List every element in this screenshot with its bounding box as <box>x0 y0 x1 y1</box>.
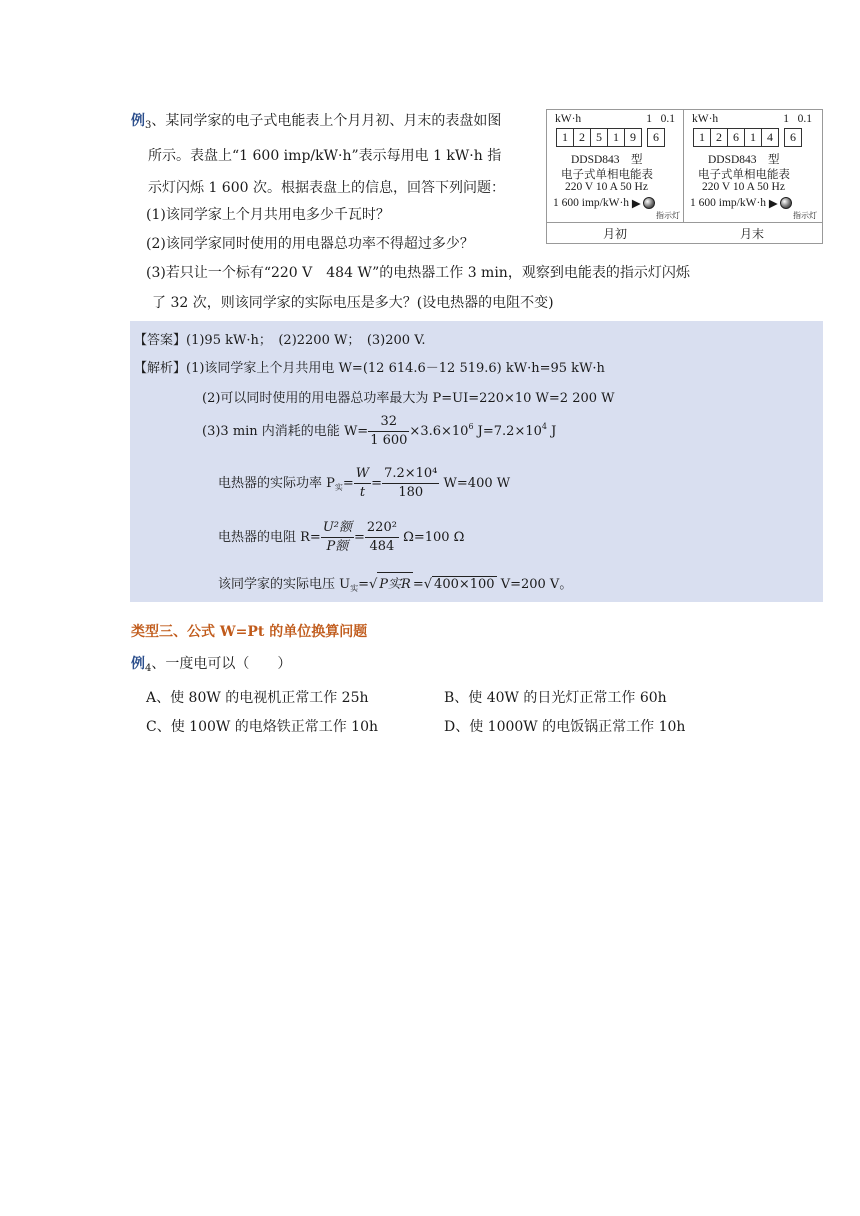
digit: 2 <box>710 128 728 147</box>
sqrt: 400×100 <box>434 577 495 592</box>
option-a: A、使 80W 的电视机正常工作 25h <box>146 690 369 706</box>
digit-decimal: 6 <box>647 128 665 147</box>
sqrt: P实R <box>377 572 413 592</box>
analysis-line-4: 电热器的实际功率 $P_实=$ $\frac{W}{t}$ = $\frac{\text{7.2×10⁴}}{180}$ W=400 W <box>218 466 511 500</box>
example-3-text-1: 、某同学家的电子式电能表上个月月初、月末的表盘如图 <box>151 113 502 129</box>
indicator-lamp-icon <box>780 197 792 209</box>
meter-unit: kW·h <box>555 113 582 125</box>
question-1: (1)该同学家上个月共用电多少千瓦时？ <box>146 207 390 223</box>
meter-model: DDSD843 型 <box>571 154 643 166</box>
fraction: $\frac{32}{1 600}$ <box>370 414 408 448</box>
caption-start: 月初 <box>602 227 627 241</box>
analysis-line-3: (3)3 min 内消耗的电能 W= $\frac{32}{1 600}$ $\times 3.6\times 10^6$ $J=7.2\times 10^4$ J <box>202 414 557 448</box>
meter-lamp-label: 指示灯 <box>793 211 817 220</box>
digit: 2 <box>573 128 591 147</box>
fraction: $\frac{\text{220²}}{484}$ <box>366 520 397 554</box>
option-d: D、使 1000W 的电饭锅正常工作 10h <box>444 719 686 735</box>
analysis-line-1 <box>134 357 605 376</box>
digit: 1 <box>556 128 574 147</box>
question-2: (2)该同学家同时使用的用电器总功率不得超过多少？ <box>146 236 474 252</box>
option-b: B、使 40W 的日光灯正常工作 60h <box>444 690 667 706</box>
meter-scale: 1 0.1 <box>646 113 675 125</box>
example-label: 例 <box>131 113 145 129</box>
digit-decimal: 6 <box>784 128 802 147</box>
example-3-line-3: 示灯闪烁 1 600 次。根据表盘上的信息，回答下列问题： <box>148 180 505 196</box>
meter-imp: 1 600 imp/kW·h ▶ <box>553 196 655 210</box>
section-3-title: 类型三、公式 W=Pt 的单位换算问题 <box>131 624 368 640</box>
meter-unit: kW·h <box>692 113 719 125</box>
example-3-line-1 <box>131 110 501 131</box>
meter-rating: 220 V 10 A 50 Hz <box>565 181 648 193</box>
analysis-label: 【解析】 <box>134 361 187 376</box>
digit: 1 <box>693 128 711 147</box>
caption-end: 月末 <box>739 227 764 241</box>
fraction: $\frac{\text{U²额}}{\text{P额}}$ <box>322 520 352 554</box>
example-number: 4 <box>145 663 152 674</box>
example-label: 例 <box>131 656 145 672</box>
meter-digits <box>693 128 801 147</box>
meter-imp: 1 600 imp/kW·h ▶ <box>690 196 792 210</box>
fraction: $\frac{\text{7.2×10⁴}}{180}$ <box>384 466 438 500</box>
meter-model: DDSD843 型 <box>708 154 780 166</box>
question-3-line-2: 了 32 次，则该同学家的实际电压是多大？(设电热器的电阻不变) <box>152 295 554 311</box>
example-4-text: 、一度电可以（ ） <box>151 656 292 672</box>
analysis-line-2: (2)可以同时使用的用电器总功率最大为 P=UI=220×10 W=2 200 W <box>202 391 615 406</box>
meter-digits <box>556 128 664 147</box>
meter-lamp-label: 指示灯 <box>656 211 680 220</box>
answer-line <box>134 329 425 348</box>
play-icon: ▶ <box>631 198 641 210</box>
example-number: 3 <box>145 120 152 131</box>
play-icon: ▶ <box>768 198 778 210</box>
meter-scale: 1 0.1 <box>783 113 812 125</box>
meter-name: 电子式单相电能表 <box>561 169 653 181</box>
meter-figure <box>546 109 823 244</box>
digit: 5 <box>590 128 608 147</box>
meter-rating: 220 V 10 A 50 Hz <box>702 181 785 193</box>
indicator-lamp-icon <box>643 197 655 209</box>
digit: 1 <box>744 128 762 147</box>
caption-divider <box>547 222 822 223</box>
analysis-line-6: 该同学家的实际电压 $U_实=√$ P实R =√ 400×100 V=200 V。 <box>218 572 572 594</box>
example-4-stem <box>131 653 291 674</box>
digit: 1 <box>607 128 625 147</box>
option-c: C、使 100W 的电烙铁正常工作 10h <box>146 719 379 735</box>
meter-end <box>684 110 820 222</box>
question-3-line-1: (3)若只让一个标有“220 V 484 W”的电热器工作 3 min，观察到电能表的指示灯闪烁 <box>146 265 690 281</box>
meter-start <box>547 110 684 222</box>
digit: 6 <box>727 128 745 147</box>
example-3-line-2: 所示。表盘上“1 600 imp/kW·h”表示每用电 1 kW·h 指 <box>148 148 502 164</box>
digit: 4 <box>761 128 779 147</box>
analysis-line-5: 电热器的电阻 R= $\frac{\text{U²额}}{\text{P额}}$ = $\frac{\text{220²}}{484}$ Ω=100 Ω <box>218 520 465 554</box>
meter-name: 电子式单相电能表 <box>698 169 790 181</box>
analysis-text-1: (1)该同学家上个月共用电 W=(12 614.6－12 519.6) kW·h=95 kW·h <box>186 361 605 376</box>
answer-label: 【答案】 <box>134 333 187 348</box>
digit: 9 <box>624 128 642 147</box>
answer-text: (1)95 kW·h； (2)2200 W； (3)200 V. <box>186 333 426 348</box>
fraction: $\frac{W}{t}$ <box>355 466 370 500</box>
